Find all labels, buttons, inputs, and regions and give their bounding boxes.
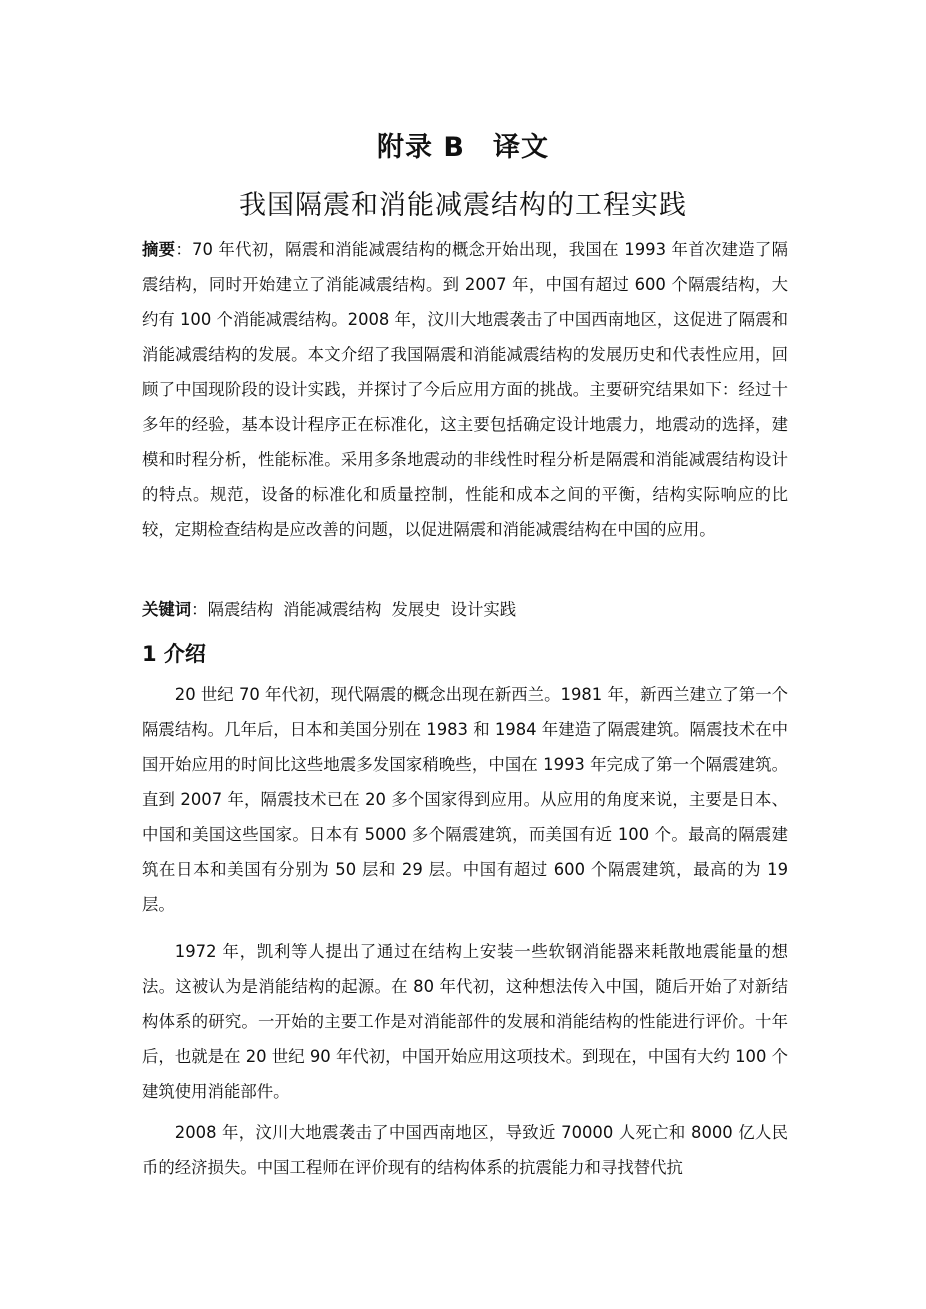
abstract-label: 摘要 — [142, 240, 176, 259]
appendix-title: 附录 B 译文 — [377, 132, 549, 163]
abstract — [142, 232, 788, 547]
paragraph: 2008 年，汶川大地震袭击了中国西南地区，导致近 70000 人死亡和 8000 亿人民币的经济损失。中国工程师在评价现有的结构体系的抗震能力和寻找替代抗 — [142, 1123, 788, 1177]
paragraph: 20 世纪 70 年代初，现代隔震的概念出现在新西兰。1981 年，新西兰建立了第一个隔震结构。几年后，日本和美国分别在 1983 和 1984 年建造了隔震建筑。隔震技术在中国开始应用的时间比这些地震多发国家稍晚些，中国在 1993 年完成了第一个隔震建筑。直到 2007 年，隔震技术已在 20 多个国家得到应用。从应用的角度来说，主要是日本、中国和美国这些国家。日本有 5000 多个隔震建筑，而美国有近 100 个。最高的隔震建筑在日本和美国有分别为 50 层和 29 层。中国有超过 600 个隔震建筑，最高的为 19 层。 — [142, 685, 788, 914]
paragraph: 1972 年，凯利等人提出了通过在结构上安装一些软钢消能器来耗散地震能量的想法。这被认为是消能结构的起源。在 80 年代初，这种想法传入中国，随后开始了对新结构体系的研究。一开始的主要工作是对消能部件的发展和消能结构的性能进行评价。十年后，也就是在 20 世纪 90 年代初，中国开始应用这项技术。到现在，中国有大约 100 个建筑使用消能部件。 — [142, 942, 788, 1101]
keyword: 隔震结构 — [207, 600, 274, 619]
keyword: 消能减震结构 — [283, 600, 382, 619]
keywords-separator: ： — [191, 600, 208, 619]
section-heading-introduction: 1 介绍 — [142, 642, 206, 666]
keyword: 发展史 — [391, 600, 441, 619]
paper-title: 我国隔震和消能减震结构的工程实践 — [239, 190, 687, 221]
keyword: 设计实践 — [450, 600, 517, 619]
keywords-label: 关键词 — [142, 600, 192, 619]
abstract-text: ：70 年代初，隔震和消能减震结构的概念开始出现，我国在 1993 年首次建造了隔震结构，同时开始建立了消能减震结构。到 2007 年，中国有超过 600 个隔震结构，大约有 100 个消能减震结构。2008 年，汶川大地震袭击了中国西南地区，这促进了隔震和消能减震结构的发展。本文介绍了我国隔震和消能减震结构的发展历史和代表性应用，回顾了中国现阶段的设计实践，并探讨了今后应用方面的挑战。主要研究结果如下：经过十多年的经验，基本设计程序正在标准化，这主要包括确定设计地震力，地震动的选择，建模和时程分析，性能标准。采用多条地震动的非线性时程分析是隔震和消能减震结构设计的特点。规范，设备的标准化和质量控制，性能和成本之间的平衡，结构实际响应的比较，定期检查结构是应改善的问题，以促进隔震和消能减震结构在中国的应用。 — [142, 240, 789, 539]
keywords — [142, 592, 788, 627]
